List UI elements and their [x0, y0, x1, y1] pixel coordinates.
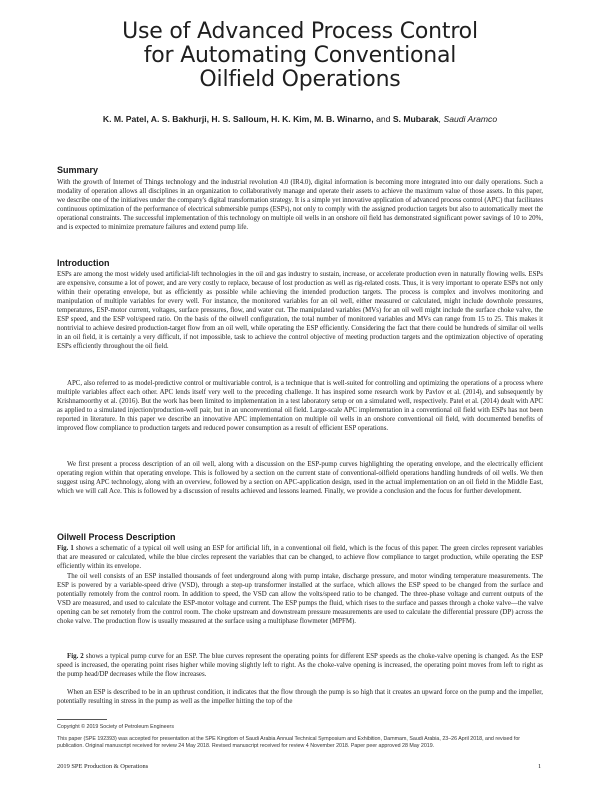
oilwell-paragraph-1 [57, 544, 543, 571]
oilwell-paragraph-1-text: shows a schematic of a typical oil well using an ESP for artificial lift, in a conventional oil field, which is the focus of this paper. The green circles represent variables that are measured or calculated, while the blue circles represent the variables that can be changed, to achieve flow compliance to target production, while operating the ESP efficiently within its envelope. [57, 545, 543, 571]
oilwell-heading: Oilwell Process Description [57, 532, 176, 542]
journal-footer: 2019 SPE Production & Operations [57, 763, 149, 770]
oilwell-paragraph-4: When an ESP is described to be in an upthrust condition, it indicates that the flow through the pump is so high that it creates an upward force on the pump and the impeller, potentially resulting in stress in the pump as well as the impeller hitting the top of the [57, 689, 543, 706]
fig-2-reference: Fig. 2 [67, 653, 84, 660]
introduction-paragraph-2: APC, also referred to as model-predictive control or multivariable control, is a technique that is well-suited for controlling and optimizing the operations of a process where multiple variables affect each other. APC lends itself very well to the preceding challenge. It has inspired some research work by Pavlov et al. (2014), and subsequently by Krishnamoorthy et al. (2016). But the work has been limited to implementation in a test laboratory setup or on a simulated well, respectively. Patel et al. (2014) dealt with APC as applied to a simulated injection/production-well pair, but in an unconventional oil field. Large-scale APC implementation in a conventional oil field with ESPs has not been reported in literature. In this paper we describe an innovative APC implementation on multiple oil wells in an onshore conventional oil field, with documented benefits of improved flow compliance to production targets and reduced power consumption as a result of efficient ESP operations. [57, 380, 543, 433]
footnote-divider [57, 719, 107, 720]
title-line-2: for Automating Conventional [143, 43, 457, 68]
introduction-paragraph-3: We first present a process description of an oil well, along with a discussion on the ESP-pump curves highlighting the operating envelope, and the electrically efficient operating region within that operating envelope. This is followed by a section on the current state of conventional-oilfield operations handling hundreds of oil wells. We then suggest using APC technology, along with an overview, followed by a section on APC-application design, used in the actual implementation on an oil field in the Middle East, which we will call Ace. This is followed by a discussion of results achieved and lessons learned. Finally, we provide a conclusion and the focus for further development. [57, 461, 543, 496]
paper-title [0, 20, 600, 92]
author-affiliation: , Saudi Aramco [438, 114, 498, 124]
oilwell-paragraph-3-text: shows a typical pump curve for an ESP. The blue curves represent the operating points for different ESP speeds as the choke-valve opening is changed. As the ESP speed is increased, the operating point rises higher while moving slightly left to right. As the choke-valve opening is increased, the operating point moves from left to right as the pump head/DP decreases while the flow increases. [57, 653, 543, 679]
publication-note: This paper (SPE 192393) was accepted for presentation at the SPE Kingdom of Saudi Arabia Annual Technical Symposium and Exhibition, Dammam, Saudi Arabia, 23–26 April 2018, and revised for publication. Original manuscript received for review 24 May 2018. Revised manuscript received for review 4 November 2018. Paper peer approved 28 May 2019. [57, 736, 521, 749]
summary-paragraph: With the growth of Internet of Things technology and the industrial revolution 4.0 (IR4.0), digital information is becoming more integrated into our daily operations. Such a modality of operation allows all disciplines in an organization to collaboratively manage and operate their assets to achieve the maximum value of those assets. In this paper, we describe one of the initiatives under the company's digital transformation strategy. It is a simple yet innovative application of advanced process control (APC) that facilitates continuous optimization of the performance of electrical submersible pumps (ESPs), not only to comply with the assigned production targets but also to automatically meet the operational constraints. The successful implementation of this technology on multiple oil wells in an onshore oil field has demonstrated significant power savings of 10 to 20%, and is expected to minimize premature failures and extend pump life. [57, 179, 543, 232]
page-number: 1 [538, 763, 542, 770]
introduction-paragraph-1: ESPs are among the most widely used artificial-lift technologies in the oil and gas industry to sustain, increase, or accelerate production even in naturally flowing wells. ESPs are expensive, consume a lot of power, and are very costly to replace, because of lost production as well as rig-related costs. Thus, it is very important to operate ESPs not only within their operating envelope, but as efficiently as possible while achieving the intended production targets. The process is complex and involves monitoring and manipulation of multiple variables for every well. For instance, the monitored variables for an oil well, either measured or calculated, might include downhole pressures, temperatures, ESP-motor current, voltages, surface pressures, flow, and water cut. The manipulated variables (MVs) for an oil well might include the surface choke valve, the ESP speed, and the ESP volt/speed ratio. On the basis of the oilwell configuration, the total number of monitored variables and MVs can range from 15 to 25. This makes it nontrivial to achieve desired production-target flow from an oil well, while operating the ESP efficiently. Considering the fact that there could be hundreds of similar oil wells in an oil field, it is certainly a very difficult, if not impossible, task to achieve the control objective of meeting production targets and the optimization objective of operating ESPs efficiently throughout the oil field. [57, 271, 543, 351]
oilwell-paragraph-3 [57, 652, 543, 679]
copyright-note: Copyright © 2019 Society of Petroleum Engineers [57, 724, 174, 730]
author-and: and [373, 114, 393, 124]
title-line-1: Use of Advanced Process Control [122, 19, 478, 44]
introduction-heading: Introduction [57, 258, 110, 268]
oilwell-paragraph-2: The oil well consists of an ESP installed thousands of feet underground along with pump intake, discharge pressure, and motor winding temperature measurements. The ESP is powered by a variable-speed drive (VSD), through a step-up transformer installed at the surface, which allows the ESP speed to be changed from the surface and potentially remotely from the control room. In addition to speed, the VSD can allow the volts/speed ratio to be changed. The three-phase voltage and current outputs of the VSD are measured, and used to calculate the ESP-motor voltage and current. The ESP pumps the fluid, which rises to the surface and passes through a choke valve—the valve opening can be set remotely from the control room. The choke upstream and downstream pressure measurements are used to calculate the differential pressure (DP) across the choke valve. The production flow is usually measured at the surface using a multiphase flowmeter (MPFM). [57, 573, 543, 626]
author-line [0, 114, 600, 124]
author-last: S. Mubarak [392, 114, 439, 124]
author-names: K. M. Patel, A. S. Bakhurji, H. S. Salloum, H. K. Kim, M. B. Winarno, [102, 114, 374, 124]
fig-1-reference: Fig. 1 [57, 545, 74, 552]
title-line-3: Oilfield Operations [199, 67, 401, 92]
summary-heading: Summary [57, 165, 99, 175]
